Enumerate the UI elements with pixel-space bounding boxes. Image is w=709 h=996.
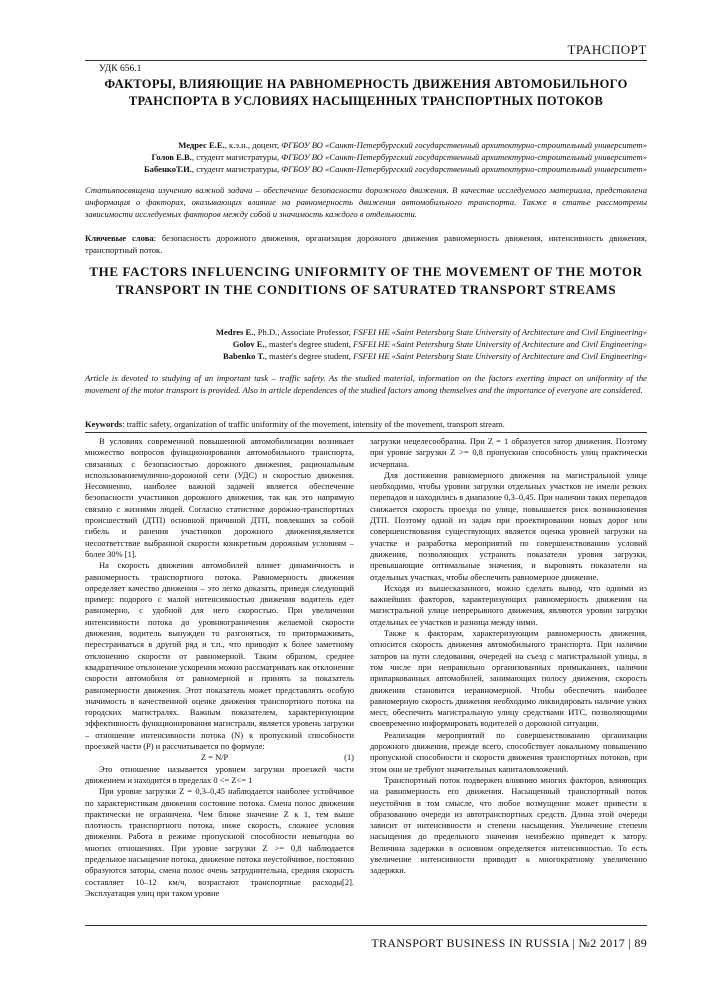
- header-divider: [85, 60, 647, 61]
- author-ru-line: [85, 139, 647, 151]
- section-label: ТРАНСПОРТ: [567, 42, 647, 57]
- author-role: , master's degree student,: [264, 351, 354, 361]
- author-name: Medres E.: [215, 327, 254, 337]
- keywords-text: : безопасность дорожного движения, организация дорожного движения равномерность движения, интенсивность движения, транспортный поток.: [85, 233, 647, 255]
- author-affiliation: ФГБОУ ВО «Санкт-Петербургский государственный архитектурно-строительный университет»: [281, 164, 647, 174]
- body-column-right: [370, 436, 647, 912]
- formula: [85, 752, 354, 763]
- title-en: THE FACTORS INFLUENCING UNIFORMITY OF THE MOVEMENT OF THE MOTOR TRANSPORT IN THE CONDITIONS OF SATURATED TRANSPORT STREAMS: [89, 264, 643, 297]
- author-en-line: [85, 326, 647, 338]
- author-name: Babenko T.: [222, 351, 265, 361]
- abstract-ru: Статьяпосвящена изучению важной задачи – обеспечение безопасности дорожного движения. В качестве исследуемого материала, представлена информация о факторах, оказывающих влияние на равномерность движения автомобильного транспорта. Также в статье рассмотрены зависимости исследуемых факторов между собой и значимость каждого в отдельности.: [85, 185, 647, 219]
- formula-number: (1): [344, 752, 354, 763]
- body-paragraph: Это отношение называется уровнем загрузки проезжей части движением и находится в пределах 0 <= Z<= 1: [85, 763, 354, 785]
- body-paragraph: загрузки нецелесообразна. При Z = 1 образуется затор движения. Поэтому при уровне загрузки Z >= 0,8 пропускная способность улиц практически исчерпана.: [370, 436, 647, 469]
- body-paragraph: Транспортный поток подвержен влиянию многих факторов, влияющих на равномерность его движения. Насыщенный транспортный поток неустойчив в том смысле, что любое возмущение может привести к образованию очереди из автотранспортных средств. Длина этой очереди зависит от интенсивности и степени насыщения. Увеличение степени насыщения до предельного значения неизбежно приведет к затору. Величина задержки в основном определяется интенсивностью. То есть увеличение интенсивности приводит к многократному увеличению задержки.: [370, 774, 647, 876]
- body-paragraph: На скорость движения автомобилей влияет динамичность и равномерность транспортного потока. Равномерность движения определяет качество движения – это легко доказать, приведя следующий пример: подорого с малой интенсивностью движения водитель едет равномерно, с удобной для него скоростью. При увеличении интенсивности потока до уровняограничения желаемой скорости движения, водитель вынужден то разгоняться, то притормаживать, перестраиваться в другой ряд и т.п., что приводит к более заметному отклонению скорости от равномерной. Таким образом, среднее квадратичное отклонение ускорения можно рассматривать как отклонение скорости автомобиля от равномерной и принять за показатель равномерности движения. Этот показатель может представлять особую значимость в качественной оценке движения транспортного потока на городских магистралях. Важным показателем, характеризующим эффективность функционирования магистрали, является уровень загрузки – отношение интенсивности потока (N) к пропускной способности проезжей части (P) и рассчитывается по формуле:: [85, 560, 354, 752]
- author-role: , студент магистратуры,: [191, 152, 282, 162]
- author-affiliation: ФГБОУ ВО «Санкт-Петербургский государственный архитектурно-строительный университет»: [281, 152, 647, 162]
- author-affiliation: FSFEI HE «Saint Petersburg State University of Architecture and Civil Engineering»: [353, 327, 647, 337]
- body-paragraph: Исходя из вышесказанного, можно сделать вывод, что одними из важнейших факторов, характеризующих равномерность движения на магистральной улице непрерывного движения, являются уровни загрузки отдельных ее участков и разница между ними.: [370, 582, 647, 627]
- author-affiliation: FSFEI HE «Saint Petersburg State University of Architecture and Civil Engineering»: [353, 339, 647, 349]
- author-role: , master's degree student,: [264, 339, 354, 349]
- keywords-text: : traffic safety, organization of traffic uniformity of the movement, intensity of the movement, transport stream.: [122, 419, 505, 429]
- author-affiliation: ФГБОУ ВО «Санкт-Петербургский государственный архитектурно-строительный университет»: [281, 140, 647, 150]
- formula-expression: Z = N/P: [200, 752, 229, 763]
- body-paragraph: Для достижения равномерного движения на магистральной улице необходимо, чтобы уровни загрузки отдельных участков не имели резких перепадов и находились в диапазоне 0,3–0,45. При наличии таких перепадов снижается скорость проезда по улице, повышается риск возникновения ДТП. Поэтому одной из задач при проектировании новых дорог или совершенствования существующих является оценка уровней загрузки на участке и разработка мероприятий по совершенствованию условий движения, позволяющих устранить показатели уровня загрузки, превышающие оптимальные значения, и выровнять показатели на отдельных участках, чтобы обеспечить равномерное движение.: [370, 469, 647, 582]
- author-role: , студент магистратуры,: [191, 164, 282, 174]
- authors-ru: [85, 139, 647, 175]
- body-divider: [85, 432, 647, 433]
- author-name: Голов Е.В.: [151, 152, 192, 162]
- author-en-line: [85, 338, 647, 350]
- keywords-en: [85, 418, 647, 430]
- author-ru-line: [85, 151, 647, 163]
- author-ru-line: [85, 163, 647, 175]
- author-role: , к.э.н., доцент,: [224, 140, 282, 150]
- abstract-en: Article is devoted to studying of an important task – traffic safety. As the studied material, information on the factors exerting impact on uniformity of the movement of the motor transport is provided. Also in article dependences of the studied factors among themselves and the importance of everyone are considered.: [85, 373, 647, 395]
- body-column-left: [85, 436, 354, 912]
- keywords-label: Ключевые слова: [85, 233, 154, 243]
- author-name: Медрес Е.Е.: [178, 140, 225, 150]
- udc-code: УДК 656.1: [99, 64, 142, 74]
- keywords-label: Keywords: [85, 419, 123, 429]
- footer-divider: [85, 925, 647, 926]
- author-role: , Ph.D., Associate Professor,: [253, 327, 354, 337]
- authors-en: [85, 326, 647, 362]
- title-ru: ФАКТОРЫ, ВЛИЯЮЩИЕ НА РАВНОМЕРНОСТЬ ДВИЖЕНИЯ АВТОМОБИЛЬНОГО ТРАНСПОРТА В УСЛОВИЯХ НАСЫЩЕННЫХ ТРАНСПОРТНЫХ ПОТОКОВ: [104, 77, 628, 108]
- author-name: БабенкоТ.И.: [143, 164, 192, 174]
- keywords-ru: [85, 232, 647, 256]
- author-affiliation: FSFEI HE «Saint Petersburg State University of Architecture and Civil Engineering»: [353, 351, 647, 361]
- body-paragraph: При уровне загрузки Z = 0,3–0,45 наблюдается наиболее устойчивое по характеристикам движения состояние потока. Смена полос движения практически не ограничена. Чем ближе значение Z к 1, тем выше плотность транспортного потока, ниже скорость, сложнее условия движения. Работа в режиме пропускной способности невыгодна во многих отношениях. При уровне загрузки Z >= 0,8 наблюдается предельное насыщение потока, движение потока неустойчивое, постоянно образуются заторы, смена полос очень затруднительна, средняя скорость составляет 10–12 км/ч, возрастают транспортные расходы[2]. Эксплуатация улиц при таком уровне: [85, 786, 354, 898]
- journal-footer: TRANSPORT BUSINESS IN RUSSIA | №2 2017 | 89: [371, 936, 647, 950]
- author-en-line: [85, 350, 647, 362]
- body-paragraph: В условиях современной повышенной автомобилизации возникает множество вопросов функционирования автомобильного транспорта, связанных с безопасностью дорожного движения, рациональным использованиемулично-дорожной сети (УДС) и скоростью движения. Несомненно, наиболее важной задачей является обеспечение безопасности участников дорожного движения, так как это напрямую связано с жизнями людей. Согласно статистике дорожно-транспортных происшествий (ДТП) основной причиной ДТП, повлекших за собой гибель и ранения участников дорожного движения,является несоответствие выбранной скорости конкретным дорожным условиям – более 30% [1].: [85, 436, 354, 559]
- body-paragraph: Реализация мероприятий по совершенствованию организации дорожного движения, прежде всего, способствует локальному повышению пропускной способности и скорости движения транспортных потоков, при этом они не требуют значительных капиталовложений.: [370, 729, 647, 774]
- author-name: Golov E.: [232, 339, 265, 349]
- body-paragraph: Также к факторам, характеризующим равномерность движения, относится скорость движения автомобильного транспорта. При наличии заторов на пути следования, очередей на съезд с магистральной улицы, в том числе при неправильно организованных примыканиях, наличии припаркованных автомобилей, занимающих полосу движения, скорость движения становится неравномерной. Чтобы обеспечить наиболее равномерную скорость движения необходимо ликвидировать наличие узких мест, обеспечить магистральную улицу средствами ИТС, позволяющими своевременно информировать водителей о дорожной ситуации.: [370, 628, 647, 729]
